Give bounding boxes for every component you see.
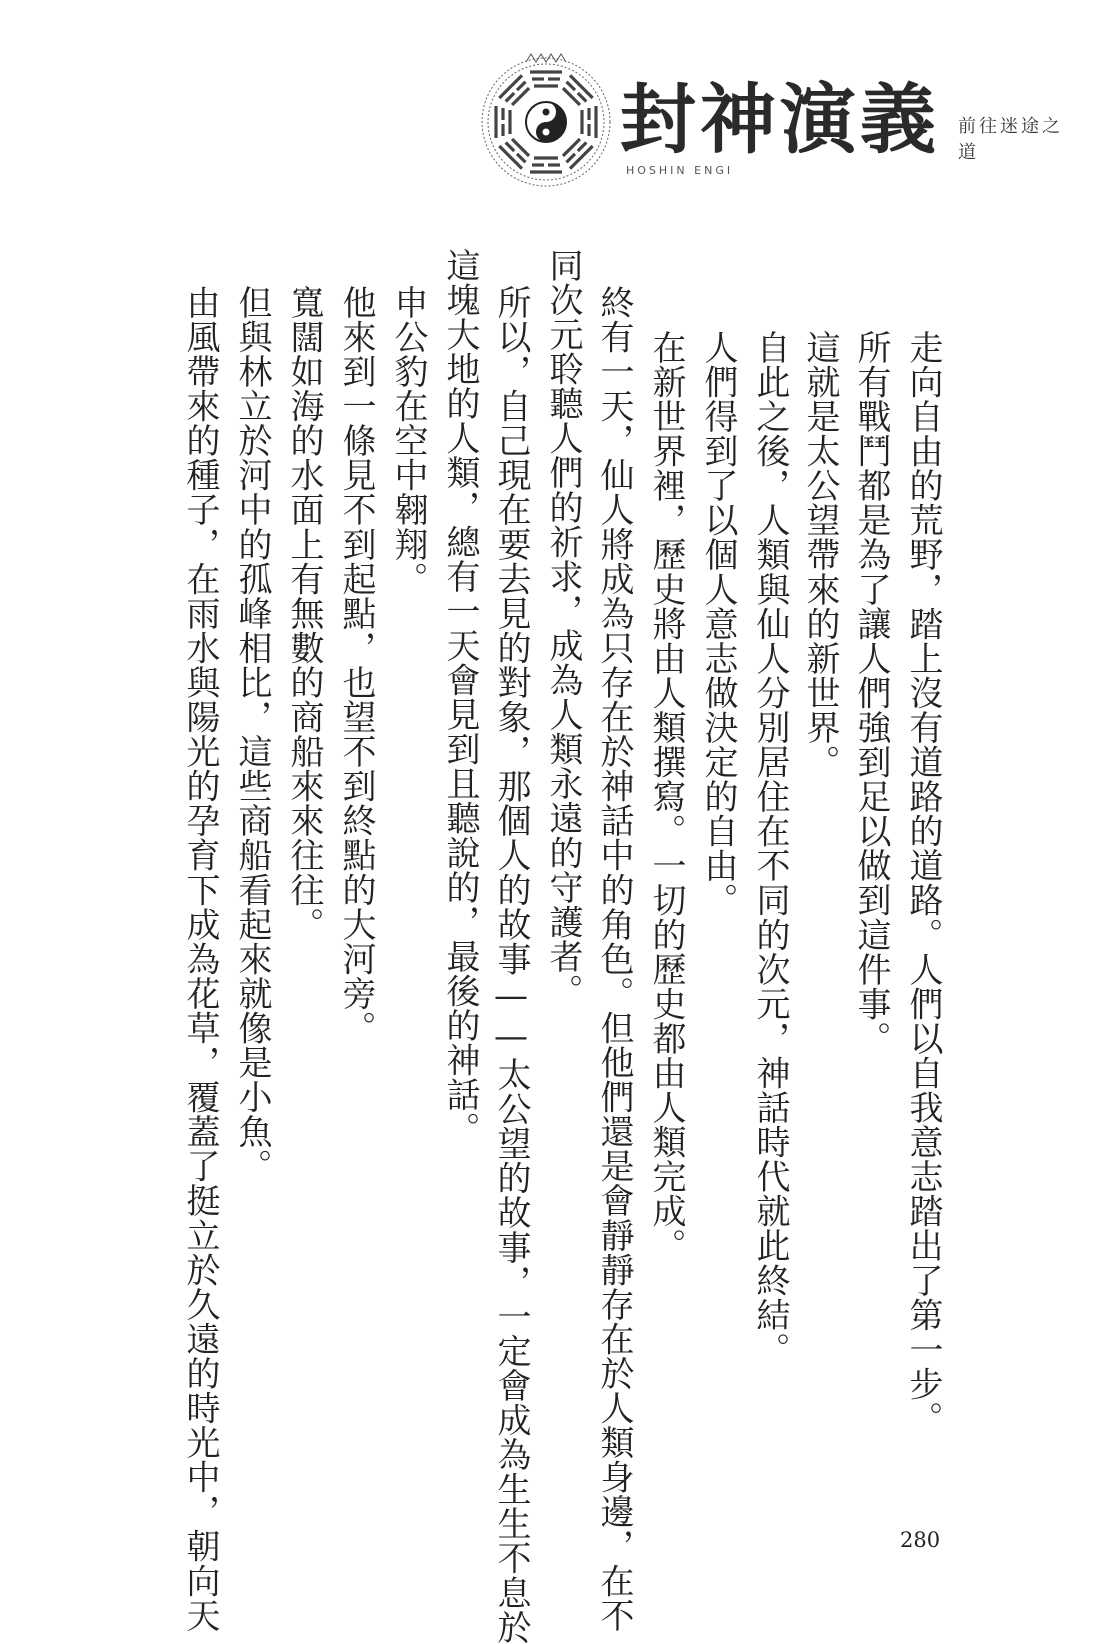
text-column: 終有一天，仙人將成為只存在於神話中的角色。但他們還是會靜靜存在於人類身邊，在不 xyxy=(594,285,634,1633)
text-column: 人們得到了以個人意志做決定的自由。 xyxy=(698,330,738,918)
text-column: 同次元聆聽人們的祈求，成為人類永遠的守護者。 xyxy=(543,248,583,1009)
text-column: 自此之後，人類與仙人分別居住在不同的次元，神話時代就此終結。 xyxy=(750,330,790,1367)
text-column: 走向自由的荒野，踏上沒有道路的道路。人們以自我意志踏出了第一步。 xyxy=(903,330,943,1436)
text-column: 所以，自己現在要去見的對象，那個人的故事——太公望的故事，一定會成為生生不息於 xyxy=(491,285,531,1644)
text-column: 他來到一條見不到起點，也望不到終點的大河旁。 xyxy=(336,285,376,1046)
book-subtitle: 前往迷途之道 xyxy=(958,116,1063,163)
book-title: 封神演義 xyxy=(620,75,940,164)
text-column: 這塊大地的人類，總有一天會見到且聽說的，最後的神話。 xyxy=(440,248,480,1147)
text-column: 這就是太公望帶來的新世界。 xyxy=(800,330,840,780)
book-header xyxy=(478,52,1078,202)
text-column: 但與林立於河中的孤峰相比，這些商船看起來就像是小魚。 xyxy=(232,285,272,1184)
text-column: 所有戰鬥都是為了讓人們強到足以做到這件事。 xyxy=(851,330,891,1056)
text-column: 寬闊如海的水面上有無數的商船來來往往。 xyxy=(284,285,324,942)
bagua-yinyang-emblem xyxy=(478,52,614,188)
text-column: 申公豹在空中翱翔。 xyxy=(388,285,428,596)
book-title-romaji: HOSHIN ENGI xyxy=(626,164,734,177)
text-column: 由風帶來的種子，在雨水與陽光的孕育下成為花草，覆蓋了挺立於久遠的時光中，朝向天 xyxy=(180,285,220,1633)
page-number: 280 xyxy=(900,1528,941,1552)
text-column: 在新世界裡，歷史將由人類撰寫。一切的歷史都由人類完成。 xyxy=(646,330,686,1263)
